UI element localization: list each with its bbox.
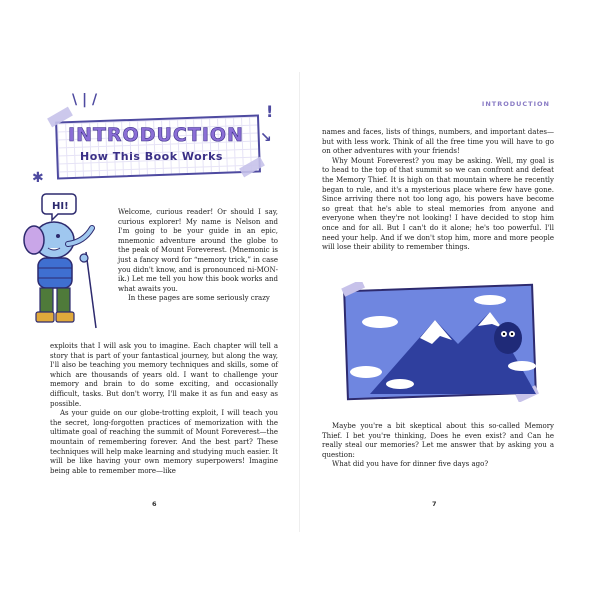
paragraph: Maybe you're a bit skeptical about this so-called Memory Thief. I bet you're thinking, Does he even exist? and Can he really steal our memories? Let me answer that by asking you a question:	[322, 422, 554, 459]
left-page	[10, 72, 300, 532]
arrow-icon: ↘	[260, 130, 272, 146]
elephant-mascot-icon	[16, 192, 106, 332]
running-head: INTRODUCTION	[481, 100, 550, 108]
book-spread	[10, 72, 590, 532]
burst-lines-icon: \ | /	[72, 92, 98, 108]
paragraph: Why Mount Foreverest? you may be asking. Well, my goal is to head to the top of that summit so we can confront and defeat the Memory Thief. It is high on that mountain where he recently began to rule, and it's a mysterious place where few have gone. Since arriving there not too long ago, his powers have become so great that he's able to steal memories from anyone and everyone when they're not looking! I have decided to stop him once and for all. But I can't do it alone; he's too powerful. I'll need your help. And if we don't stop him, more and more people will lose their ability to remember things.	[322, 156, 554, 252]
right-page	[300, 72, 590, 532]
page-number: 7	[432, 500, 437, 508]
paragraph: Welcome, curious reader! Or should I say, curious explorer! My name is Nelson and I'm going to be your guide in an epic, mnemonic adventure around the globe to the peak of Mount Foreverest. (Mnemonic is just a fancy word for “memory trick,” in case you didn't know, and is pronounced ni-MON-ik.) Let me tell you how this book works and what awaits you.	[118, 208, 278, 293]
mountain-monster-illustration-icon	[340, 282, 540, 402]
paragraph: In these pages are some seriously crazy	[128, 294, 270, 303]
sparkle-star-icon: ✱	[32, 170, 44, 186]
paragraph: exploits that I will ask you to imagine. Each chapter will tell a story that is part of your fantastical journey, but along the way, I'll also be teaching you memory techniques and skills, some of which are thousands of years old. I want to challenge your memory and brain to do some exciting, and occasionally difficult, tasks. But don't worry, I'll make it as fun and easy as possible.	[50, 342, 278, 408]
chapter-title: INTRODUCTION	[68, 124, 244, 146]
title-banner	[50, 110, 270, 182]
intro-float-text	[118, 208, 278, 304]
paragraph: names and faces, lists of things, numbers, and important dates—but with less work. Think of all the free time you will have to go on other adventures with your friends!	[322, 128, 554, 156]
page-number: 6	[152, 500, 157, 508]
paragraph: As your guide on our globe-trotting exploit, I will teach you the secret, long-forgotten practices of memorization with the ultimate goal of reaching the summit of Mount Foreverest—the mountain of remembering forever. And the best part? These techniques will help make learning and studying much easier. It will be like having your own memory superpowers! Imagine being able to remember more—like	[50, 409, 278, 475]
paragraph: What did you have for dinner five days ago?	[332, 460, 489, 469]
intro-body-text	[50, 342, 278, 476]
body-text-bottom	[322, 422, 554, 470]
speech-text: HI!	[52, 201, 69, 212]
exclamation-icon: !	[266, 102, 274, 121]
chapter-subtitle: How This Book Works	[80, 150, 223, 163]
body-text-top	[322, 128, 554, 253]
